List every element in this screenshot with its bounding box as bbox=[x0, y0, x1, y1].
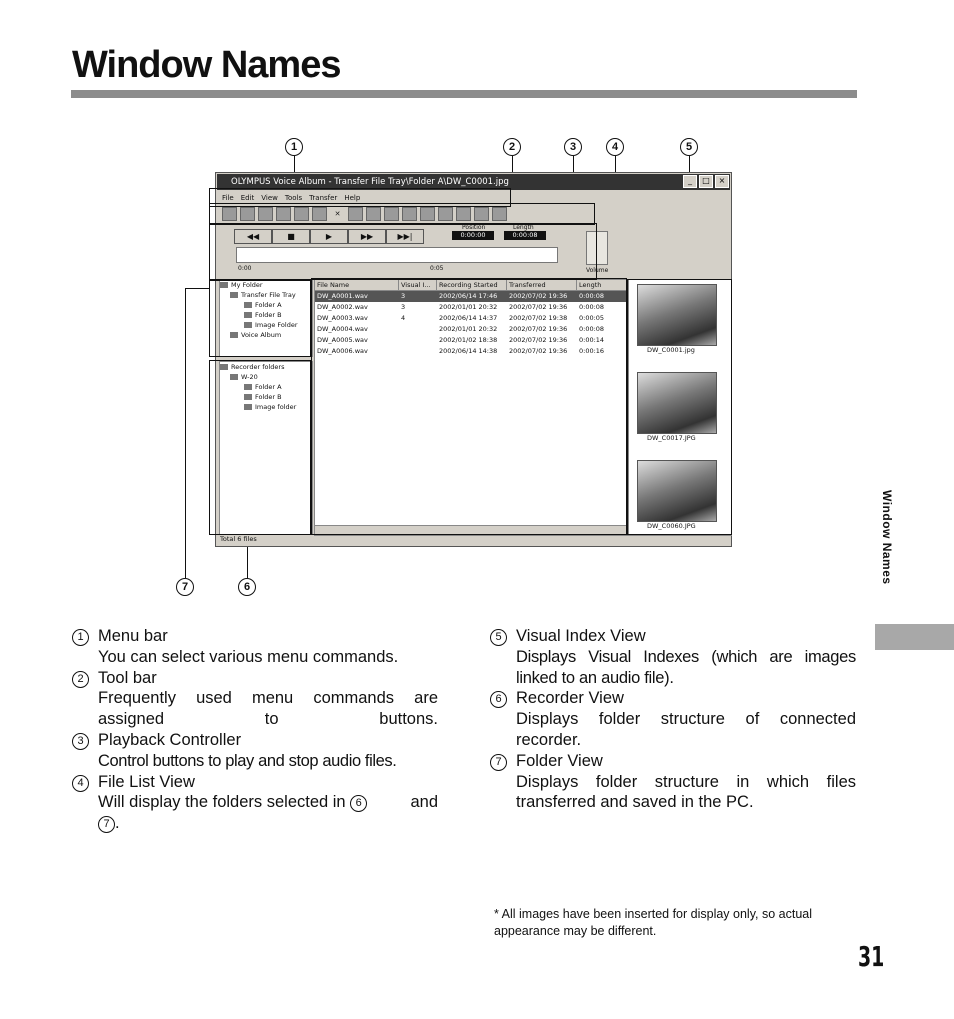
callout-1: 1 bbox=[285, 138, 303, 156]
page-title: Window Names bbox=[72, 44, 341, 86]
callout-3: 3 bbox=[564, 138, 582, 156]
callout-line-7-h bbox=[185, 288, 209, 289]
highlight-recorder-view bbox=[209, 360, 311, 535]
description-item bbox=[490, 688, 856, 750]
callout-6: 6 bbox=[238, 578, 256, 596]
tree-item[interactable]: My Folder bbox=[220, 280, 312, 290]
skip-end-button[interactable]: ▶▶| bbox=[386, 229, 424, 244]
tree-item[interactable]: Folder A bbox=[220, 300, 312, 310]
footnote: * All images have been inserted for display only, so actual appearance may be different. bbox=[494, 907, 813, 938]
tree-item[interactable]: W-20 bbox=[220, 372, 312, 382]
description-item bbox=[72, 626, 438, 668]
thumbnail-caption: DW_C0001.jpg bbox=[647, 346, 695, 354]
description-text: Control buttons to play and stop audio files. bbox=[98, 751, 397, 770]
window-titlebar: OLYMPUS Voice Album - Transfer File Tray\Folder A\DW_C0001.jpg bbox=[217, 174, 730, 190]
description-text: You can select various menu commands. bbox=[98, 647, 399, 666]
title-rule bbox=[71, 90, 857, 98]
length-label: Length bbox=[513, 224, 534, 231]
descriptions-right bbox=[490, 626, 856, 813]
table-row[interactable]: DW_A0001.wav 3 2002/06/14 17:46 2002/07/02 19:36 0:00:08 bbox=[315, 291, 627, 302]
highlight-playback-controller bbox=[209, 223, 597, 280]
tree-item[interactable]: Transfer File Tray bbox=[220, 290, 312, 300]
highlight-folder-view bbox=[209, 280, 311, 357]
position-display: 0:00:00 bbox=[452, 231, 494, 240]
description-number: 1 bbox=[72, 629, 89, 646]
highlight-file-list-view bbox=[311, 278, 627, 535]
column-header[interactable]: Transferred bbox=[507, 280, 577, 290]
column-header[interactable]: Length bbox=[577, 280, 627, 290]
description-number: 4 bbox=[72, 775, 89, 792]
callout-2: 2 bbox=[503, 138, 521, 156]
description-name: File List View bbox=[98, 772, 195, 791]
page-number: 31 bbox=[858, 940, 885, 973]
seek-start-label: 0:00 bbox=[238, 265, 252, 272]
description-item bbox=[72, 668, 438, 730]
description-item bbox=[490, 751, 856, 813]
close-icon[interactable]: × bbox=[715, 175, 729, 188]
column-header[interactable]: Recording Started bbox=[437, 280, 507, 290]
description-text: Frequently used menu commands are assigned to buttons. bbox=[98, 689, 438, 729]
menu-transfer[interactable]: Transfer bbox=[309, 194, 338, 202]
callout-4: 4 bbox=[606, 138, 624, 156]
description-name: Tool bar bbox=[98, 668, 157, 687]
description-number: 2 bbox=[72, 671, 89, 688]
position-label: Position bbox=[462, 224, 486, 231]
reference-number: 6 bbox=[350, 795, 367, 812]
thumbnail-caption: DW_C0060.JPG bbox=[647, 522, 696, 530]
callout-7: 7 bbox=[176, 578, 194, 596]
seek-end-label: 0:05 bbox=[430, 265, 444, 272]
description-name: Recorder View bbox=[516, 689, 624, 708]
callout-5: 5 bbox=[680, 138, 698, 156]
table-row[interactable]: DW_A0006.wav 2002/06/14 14:38 2002/07/02 19:36 0:00:16 bbox=[317, 347, 605, 355]
description-name: Folder View bbox=[516, 751, 603, 770]
tree-item[interactable]: Folder B bbox=[220, 310, 312, 320]
rewind-button[interactable]: ◀◀ bbox=[234, 229, 272, 244]
tree-item[interactable]: Recorder folders bbox=[220, 362, 312, 372]
thumbnail-caption: DW_C0017.JPG bbox=[647, 434, 696, 442]
column-header[interactable]: Visual I... bbox=[399, 280, 437, 290]
highlight-tool-bar bbox=[209, 203, 595, 225]
delete-icon[interactable]: ✕ bbox=[330, 207, 345, 221]
table-row[interactable]: DW_A0003.wav 4 2002/06/14 14:37 2002/07/02 19:38 0:00:05 bbox=[317, 314, 605, 322]
description-number: 6 bbox=[490, 691, 507, 708]
play-button[interactable]: ▶ bbox=[310, 229, 348, 244]
table-row[interactable]: DW_A0002.wav 3 2002/01/01 20:32 2002/07/02 19:36 0:00:08 bbox=[317, 303, 605, 311]
fast-forward-button[interactable]: ▶▶ bbox=[348, 229, 386, 244]
description-name: Playback Controller bbox=[98, 730, 242, 749]
menu-file[interactable]: File bbox=[222, 194, 234, 202]
table-row[interactable]: DW_A0005.wav 2002/01/02 18:38 2002/07/02 19:36 0:00:14 bbox=[317, 336, 605, 344]
description-number: 5 bbox=[490, 629, 507, 646]
reference-number: 7 bbox=[98, 816, 115, 833]
tree-item[interactable]: Image Folder bbox=[220, 320, 312, 330]
description-text: Displays folder structure in which files transferred and saved in the PC. bbox=[516, 772, 856, 812]
tree-item[interactable]: Folder B bbox=[220, 392, 312, 402]
description-text: Will display the folders selected in 6 and 7 . bbox=[98, 793, 438, 833]
description-number: 7 bbox=[490, 754, 507, 771]
menu-help[interactable]: Help bbox=[344, 194, 361, 202]
menu-edit[interactable]: Edit bbox=[240, 194, 255, 202]
column-header[interactable]: File Name bbox=[315, 280, 399, 290]
description-item bbox=[490, 626, 856, 688]
tree-item[interactable]: Image folder bbox=[220, 402, 312, 412]
menu-tools[interactable]: Tools bbox=[284, 194, 303, 202]
description-number: 3 bbox=[72, 733, 89, 750]
description-name: Menu bar bbox=[98, 627, 168, 645]
status-bar: Total 6 files bbox=[220, 535, 257, 543]
side-tab-block bbox=[875, 624, 954, 650]
tree-item[interactable]: Folder A bbox=[220, 382, 312, 392]
volume-label: Volume bbox=[586, 267, 609, 274]
description-item bbox=[72, 730, 438, 772]
description-text: Displays Visual Indexes (which are images linked to an audio file). bbox=[516, 647, 856, 687]
table-row[interactable]: DW_A0004.wav 2002/01/01 20:32 2002/07/02 19:36 0:00:08 bbox=[317, 325, 605, 333]
stop-button[interactable]: ■ bbox=[272, 229, 310, 244]
side-tab-label: Window Names bbox=[880, 490, 894, 585]
description-name: Visual Index View bbox=[516, 627, 646, 645]
tree-item[interactable]: Voice Album bbox=[220, 330, 312, 340]
callout-line-7 bbox=[185, 288, 186, 578]
description-text: Displays folder structure of connected recorder. bbox=[516, 710, 856, 749]
description-item bbox=[72, 772, 438, 834]
window-buttons bbox=[683, 175, 729, 188]
highlight-visual-index-view bbox=[627, 279, 732, 535]
menu-view[interactable]: View bbox=[261, 194, 278, 202]
descriptions-left bbox=[72, 626, 438, 834]
length-display: 0:00:08 bbox=[504, 231, 546, 240]
maximize-icon[interactable]: □ bbox=[699, 175, 713, 188]
minimize-icon[interactable]: _ bbox=[683, 175, 697, 188]
